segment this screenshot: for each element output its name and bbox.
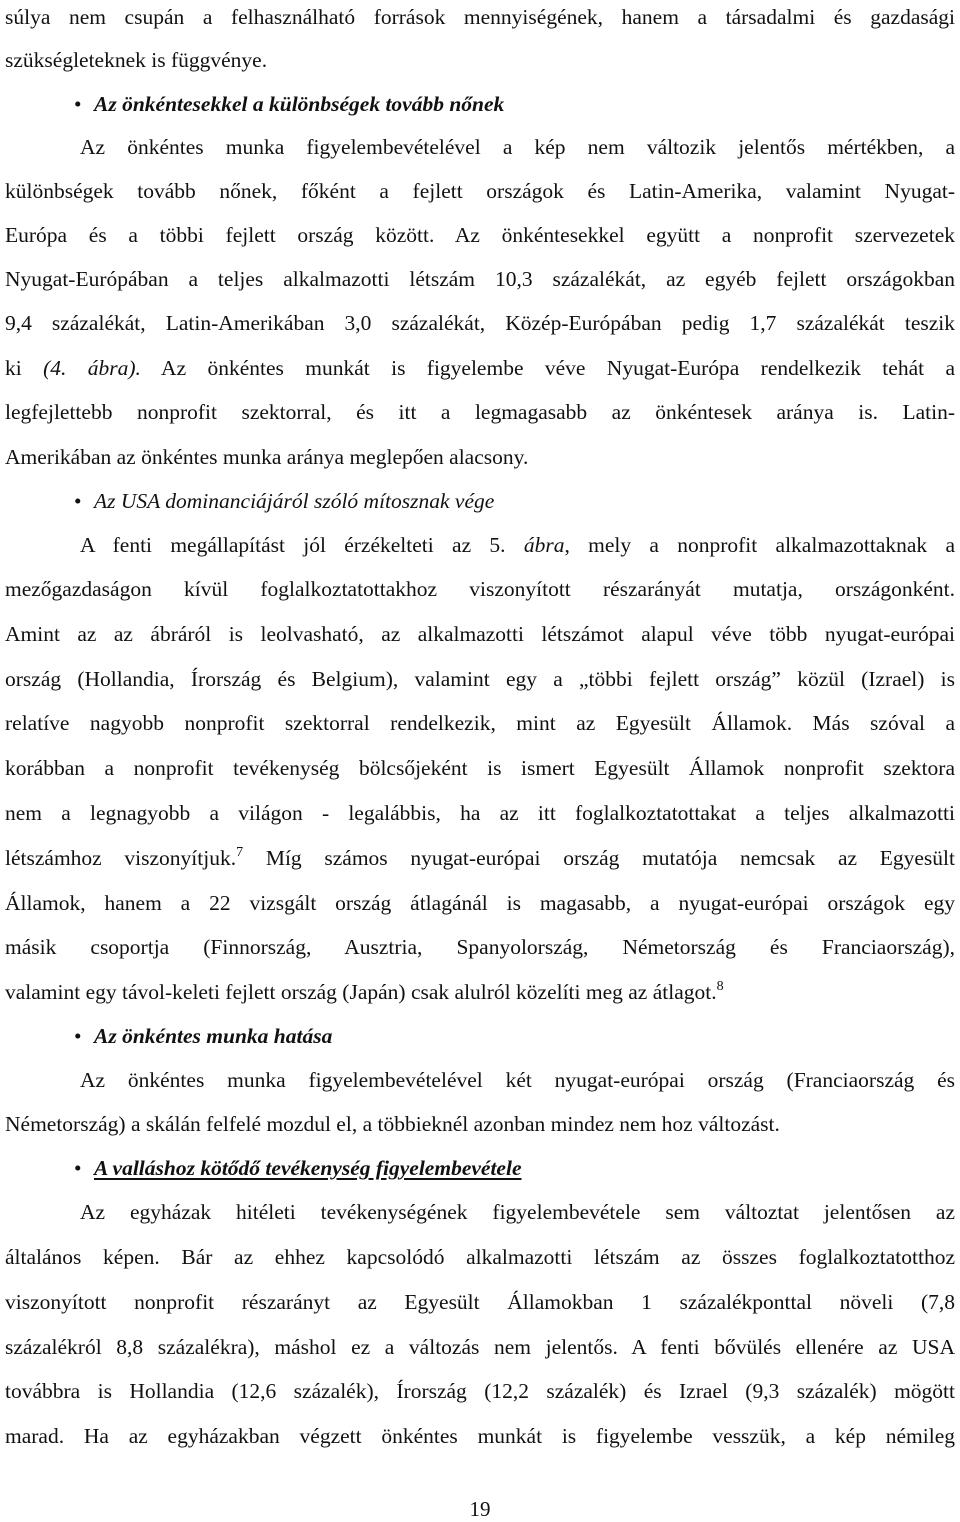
text-line: szükségleteknek is függvénye. — [5, 48, 268, 72]
text-line: ki (4. ábra). Az önkéntes munkát is figyelembe véve Nyugat-Európa rendelkezik tehát a — [5, 356, 955, 380]
bullet-icon: • — [74, 92, 82, 116]
text-line: ország (Hollandia, Írország és Belgium), valamint egy a „többi fejlett ország” közül (Izrael) is — [5, 667, 955, 691]
bullet-icon: • — [74, 1156, 82, 1180]
text-line: Az önkéntes munka figyelembevételével két nyugat-európai ország (Franciaország és — [80, 1068, 955, 1092]
text-line: nem a legnagyobb a világon - legalábbis, ha az itt foglalkoztatottakat a teljes alkalmazotti — [5, 801, 955, 825]
text-line: súlya nem csupán a felhasználható források mennyiségének, hanem a társadalmi és gazdasági — [5, 5, 955, 29]
text-line: Az önkéntes munka figyelembevételével a kép nem változik jelentős mértékben, a — [80, 135, 955, 159]
text-line: Amint az az ábráról is leolvasható, az alkalmazotti létszámot alapul véve több nyugat-európai — [5, 622, 955, 646]
section-heading: • A valláshoz kötődő tevékenység figyelembevétele — [74, 1153, 955, 1183]
figure-reference: (4. ábra). — [43, 356, 141, 380]
text-line: százalékról 8,8 százalékra), máshol ez a változás nem jelentős. A fenti bővülés ellenére az USA — [5, 1335, 955, 1359]
text-line: továbbra is Hollandia (12,6 százalék), Írország (12,2 százalék) és Izrael (9,3 százalék) mögött — [5, 1379, 955, 1403]
text-line: marad. Ha az egyházakban végzett önkéntes munkát is figyelembe vesszük, a kép némileg — [5, 1424, 955, 1448]
text-line: Az egyházak hitéleti tevékenységének figyelembevétele sem változtat jelentősen az — [80, 1200, 955, 1224]
text-line: Államok, hanem a 22 vizsgált ország átlagánál is magasabb, a nyugat-európai országok egy — [5, 891, 955, 915]
text-line: másik csoportja (Finnország, Ausztria, Spanyolország, Németország és Franciaország), — [5, 935, 955, 959]
footnote-marker: 7 — [236, 845, 244, 860]
bullet-icon: • — [74, 489, 82, 513]
text-line: relatíve nagyobb nonprofit szektorral rendelkezik, mint az Egyesült Államok. Más szóval a — [5, 711, 955, 735]
page-number: 19 — [469, 1497, 491, 1521]
bullet-icon: • — [74, 1024, 82, 1048]
text-line: mezőgazdaságon kívül foglalkoztatottakhoz viszonyított részarányát mutatja, országonként. — [5, 577, 955, 601]
section-heading: • Az önkéntesekkel a különbségek tovább nőnek — [74, 89, 955, 119]
section-heading: • Az önkéntes munka hatása — [74, 1021, 955, 1051]
text-line: Nyugat-Európában a teljes alkalmazotti létszám 10,3 százalékát, az egyéb fejlett országokban — [5, 267, 955, 291]
section-heading: • Az USA dominanciájáról szóló mítosznak vége — [74, 486, 955, 516]
text-line: valamint egy távol-keleti fejlett ország (Japán) csak alulról közelíti meg az átlagot.$^8$ — [5, 979, 724, 1004]
text-line: viszonyított nonprofit részarányt az Egyesült Államokban 1 százalékponttal növeli (7,8 — [5, 1290, 955, 1314]
text-line: létszámhoz viszonyítjuk.$^7$ Míg számos nyugat-európai ország mutatója nemcsak az Egyesült — [5, 845, 955, 870]
text-line: Amerikában az önkéntes munka aránya meglepően alacsony. — [5, 445, 529, 469]
text-line: Németország) a skálán felfelé mozdul el, a többieknél azonban mindez nem hoz változást. — [5, 1112, 780, 1136]
text-line: 9,4 százalékát, Latin-Amerikában 3,0 százalékát, Közép-Európában pedig 1,7 százalékát teszik — [5, 311, 955, 335]
text-line: A fenti megállapítást jól érzékelteti az 5. ábra, mely a nonprofit alkalmazottaknak a — [80, 533, 955, 557]
text-line: általános képen. Bár az ehhez kapcsolódó alkalmazotti létszám az összes foglalkoztatotthoz — [5, 1245, 955, 1269]
text-line: különbségek tovább nőnek, főként a fejlett országok és Latin-Amerika, valamint Nyugat- — [5, 179, 955, 203]
text-line: korábban a nonprofit tevékenység bölcsőjeként is ismert Egyesült Államok nonprofit szektora — [5, 756, 955, 780]
text-line: Európa és a többi fejlett ország között. Az önkéntesekkel együtt a nonprofit szervezetek — [5, 223, 955, 247]
text-line: legfejlettebb nonprofit szektorral, és itt a legmagasabb az önkéntesek aránya is. Latin- — [5, 400, 955, 424]
figure-reference: ábra — [523, 533, 565, 557]
footnote-marker: 8 — [716, 979, 724, 994]
